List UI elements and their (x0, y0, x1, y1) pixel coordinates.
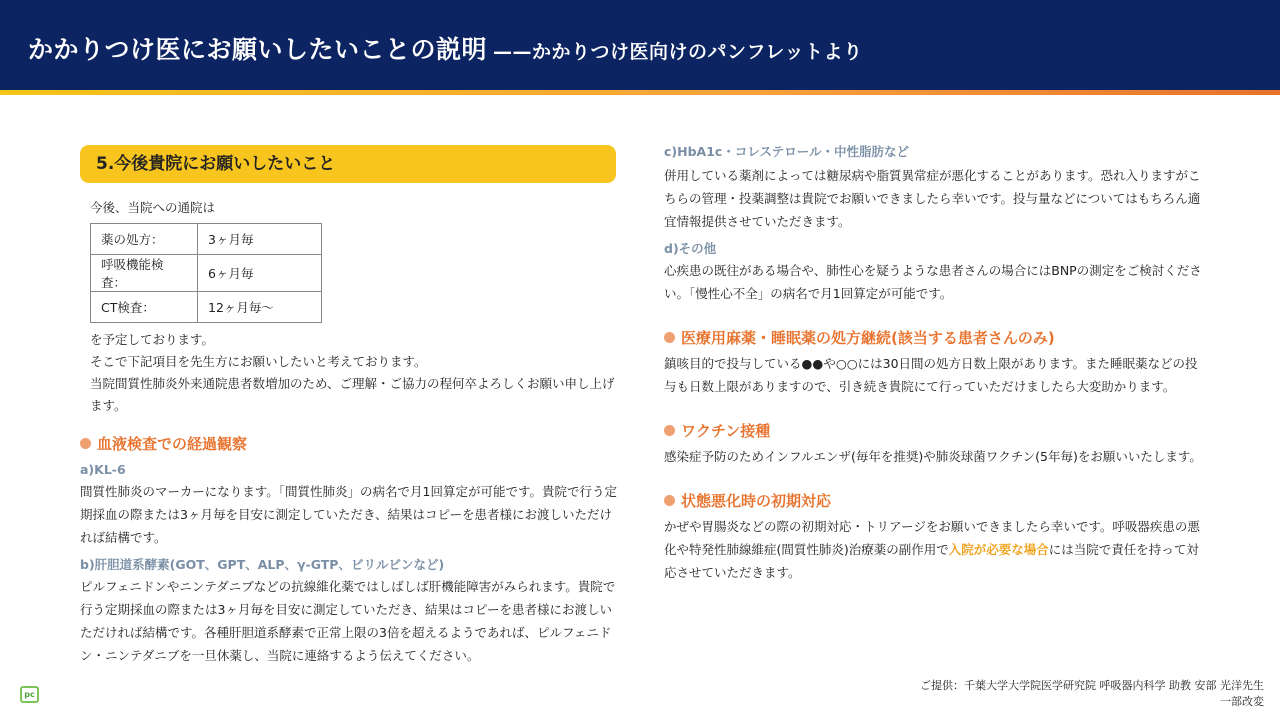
vaccine-heading (664, 420, 1209, 441)
other-body: 心疾患の既往がある場合や、肺性心を疑うような患者さんの場合にはBNPの測定をご検討ください。「慢性心不全」の病名で月1回算定が可能です。 (664, 263, 1202, 301)
page-title (28, 30, 863, 66)
after-table-text (90, 329, 620, 417)
right-column (664, 142, 1209, 584)
after-table-line: そこで下記項目を先生方にお願いしたいと考えております。 (90, 354, 427, 369)
publisher-logo-icon: pc (20, 686, 39, 703)
after-table-line: 当院間質性肺炎外来通院患者数増加のため、ご理解・ご協力の程何卒よろしくお願い申し上げます。 (90, 376, 615, 413)
schedule-item: CT検査： (91, 292, 198, 323)
other-subheading: d)その他 (664, 241, 717, 256)
schedule-interval: 12ヶ月毎〜 (198, 292, 322, 323)
header-bar (0, 0, 1280, 90)
hba1c-body: 併用している薬剤によっては糖尿病や脂質異常症が悪化することがあります。恐れ入りますがこちらの管理・投薬調整は貴院でお願いできましたら幸いです。投与量などについてはもちろん適宜情報提供させていただきます。 (664, 168, 1201, 229)
liver-enzyme-body: ピルフェニドンやニンテダニブなどの抗線維化薬ではしばしば肝機能障害がみられます。貴院で行う定期採血の際または3ヶ月毎を目安に測定していただき、結果はコピーを患者様にお渡しいただければ結構です。各種肝胆道系酵素で正常上限の3倍を超えるようであれば、ピルフェニドン・ニンテダニブを一旦休薬し、当院に連絡するよう伝えてください。 (80, 579, 616, 663)
worsening-body-after: には当院で責任を持って対応させていただきます。 (664, 542, 1199, 580)
schedule-item: 薬の処方： (91, 224, 198, 255)
left-column (80, 145, 620, 667)
worsening-body (664, 515, 1209, 584)
bullet-dot-icon (664, 425, 675, 436)
schedule-item: 呼吸機能検査： (91, 255, 198, 292)
bullet-dot-icon (80, 438, 91, 449)
vaccine-body: 感染症予防のためインフルエンザ(毎年を推奨)や肺炎球菌ワクチン(5年毎)をお願いいたします。 (664, 449, 1202, 464)
kl6-subheading: a)KL-6 (80, 462, 126, 477)
credit-footer (920, 678, 1264, 710)
page-subtitle: ——かかりつけ医向けのパンフレットより (493, 41, 863, 63)
credit-line: ご提供：千葉大学大学院医学研究院 呼吸器内科学 助教 安部 光洋先生 (920, 679, 1264, 692)
table-row (91, 255, 322, 292)
prescription-body: 鎮咳目的で投与している●●や○○には30日間の処方日数上限があります。また睡眠薬などの投与も日数上限がありますので、引き続き貴院にて行っていただけましたら大変助かります。 (664, 356, 1198, 394)
bullet-dot-icon (664, 495, 675, 506)
intro-text: 今後、当院への通院は (90, 200, 216, 215)
bullet-dot-icon (664, 332, 675, 343)
worsening-heading-text: 状態悪化時の初期対応 (681, 492, 832, 510)
hba1c-subheading: c)HbA1c・コレステロール・中性脂肪など (664, 144, 909, 159)
blood-test-heading (80, 433, 620, 454)
header-accent-stripe (0, 90, 1280, 95)
credit-note: 一部改変 (1220, 695, 1264, 708)
blood-test-heading-text: 血液検査での経過観察 (97, 435, 248, 453)
schedule-interval: 6ヶ月毎 (198, 255, 322, 292)
prescription-heading (664, 327, 1209, 348)
hospitalization-highlight: 入院が必要な場合 (948, 542, 1049, 557)
visit-schedule-table (90, 223, 322, 323)
worsening-body-before: かぜや胃腸炎などの際の初期対応・トリアージをお願いできましたら幸いです。呼吸器疾患の悪化や特発性肺線維症(間質性肺炎)治療薬の副作用で (664, 519, 1200, 557)
after-table-line: を予定しております。 (90, 332, 215, 347)
page-title-main: かかりつけ医にお願いしたいことの説明 (28, 35, 488, 64)
worsening-heading (664, 490, 1209, 511)
prescription-heading-text: 医療用麻薬・睡眠薬の処方継続(該当する患者さんのみ) (681, 329, 1055, 347)
liver-enzyme-subheading: b)肝胆道系酵素(GOT、GPT、ALP、γ-GTP、ビリルビンなど) (80, 557, 445, 572)
kl6-body: 間質性肺炎のマーカーになります。「間質性肺炎」の病名で月1回算定が可能です。貴院で行う定期採血の際または3ヶ月毎を目安に測定していただき、結果はコピーを患者様にお渡しいただければ結構です。 (80, 484, 617, 545)
table-row (91, 224, 322, 255)
vaccine-heading-text: ワクチン接種 (681, 422, 771, 440)
schedule-interval: 3ヶ月毎 (198, 224, 322, 255)
table-row (91, 292, 322, 323)
section-title-banner: 5.今後貴院にお願いしたいこと (80, 145, 616, 183)
